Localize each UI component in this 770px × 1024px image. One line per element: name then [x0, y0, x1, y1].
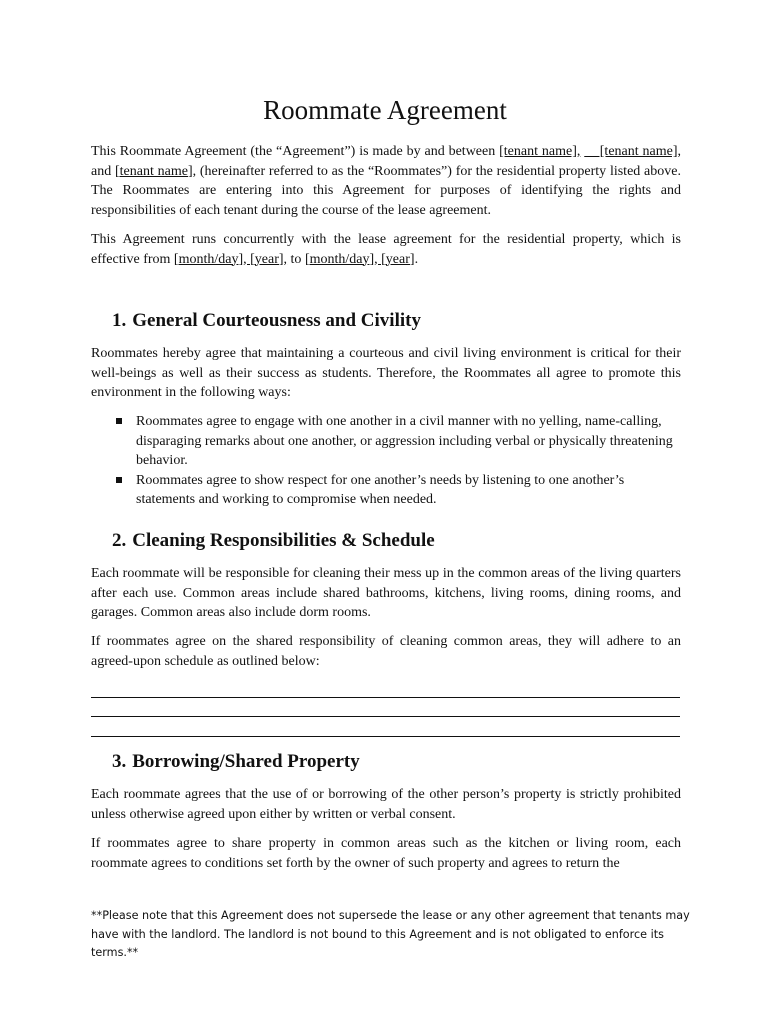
tenant-name-field-2[interactable]: [tenant name] [584, 144, 678, 159]
section-3-paragraph-1: Each roommate agrees that the use of or borrowing of the other person’s property is strictly prohibited unless otherwise agreed upon either by written or verbal consent. [91, 787, 681, 822]
schedule-blank-line-1[interactable] [91, 697, 680, 698]
intro-text: , and [91, 144, 682, 179]
section-number: 2. [112, 530, 127, 551]
section-title: Borrowing/Shared Property [132, 751, 360, 772]
section-1-paragraph: Roommates hereby agree that maintaining a courteous and civil living environment is critical for their well-beings as well as their success as students. Therefore, the Roommates all agree to promote this environment in the following ways: [91, 346, 681, 400]
section-title: Cleaning Responsibilities & Schedule [132, 530, 435, 551]
bullet-item: Roommates agree to show respect for one another’s needs by listening to one another’s statements and working to compromise when needed. [114, 471, 674, 510]
section-1-bullet-list [114, 412, 674, 510]
intro-text: to [287, 251, 305, 267]
schedule-blank-line-2[interactable] [91, 716, 680, 717]
section-2-paragraph-2: If roommates agree on the shared responsibility of cleaning common areas, they will adhere to an agreed-upon schedule as outlined below: [91, 634, 681, 669]
intro-paragraph-2 [91, 230, 681, 269]
section-title: General Courteousness and Civility [132, 310, 421, 331]
intro-paragraph-1 [91, 142, 681, 220]
end-date-field[interactable]: [month/day], [year] [304, 251, 415, 267]
section-number: 3. [112, 751, 127, 772]
bullet-item: Roommates agree to engage with one another in a civil manner with no yelling, name-calling, disparaging remarks about one another, or aggression including verbal or physically threatening behavior. [114, 412, 674, 471]
section-3-paragraph-2: If roommates agree to share property in common areas such as the kitchen or living room, each roommate agrees to conditions set forth by the owner of such property and agrees to return the [91, 836, 681, 871]
intro-text: , (hereinafter referred to as the “Roommates”) for the residential property listed above. The Roommates are entering into this Agreement for purposes of identifying the rights and responsibilities of each tenant during the course of the lease agreement. [91, 163, 681, 218]
start-date-field[interactable]: [month/day], [year], [173, 251, 288, 267]
document-title: Roommate Agreement [263, 95, 507, 125]
section-2-paragraph-1: Each roommate will be responsible for cleaning their mess up in the common areas of the living quarters after each use. Common areas include shared bathrooms, kitchens, living rooms, dining rooms, and garages. Common areas also include dorm rooms. [91, 566, 681, 620]
intro-text: . [414, 251, 419, 267]
tenant-name-field-1[interactable]: [tenant name], [499, 144, 581, 159]
schedule-blank-line-3[interactable] [91, 736, 680, 737]
section-1-heading [112, 308, 421, 334]
section-3-heading [112, 749, 360, 775]
intro-text: This Roommate Agreement (the “Agreement”) is made by and between [91, 144, 500, 159]
footnote: **Please note that this Agreement does not supersede the lease or any other agreement that tenants may have with the landlord. The landlord is not bound to this Agreement and is not obligated to enforce its terms.** [91, 909, 690, 959]
section-2-heading [112, 528, 435, 554]
section-number: 1. [112, 310, 127, 331]
tenant-name-field-3[interactable]: [tenant name] [114, 163, 193, 179]
intro-text: This Agreement runs concurrently with the lease agreement for the residential property, which is effective from [91, 232, 681, 267]
